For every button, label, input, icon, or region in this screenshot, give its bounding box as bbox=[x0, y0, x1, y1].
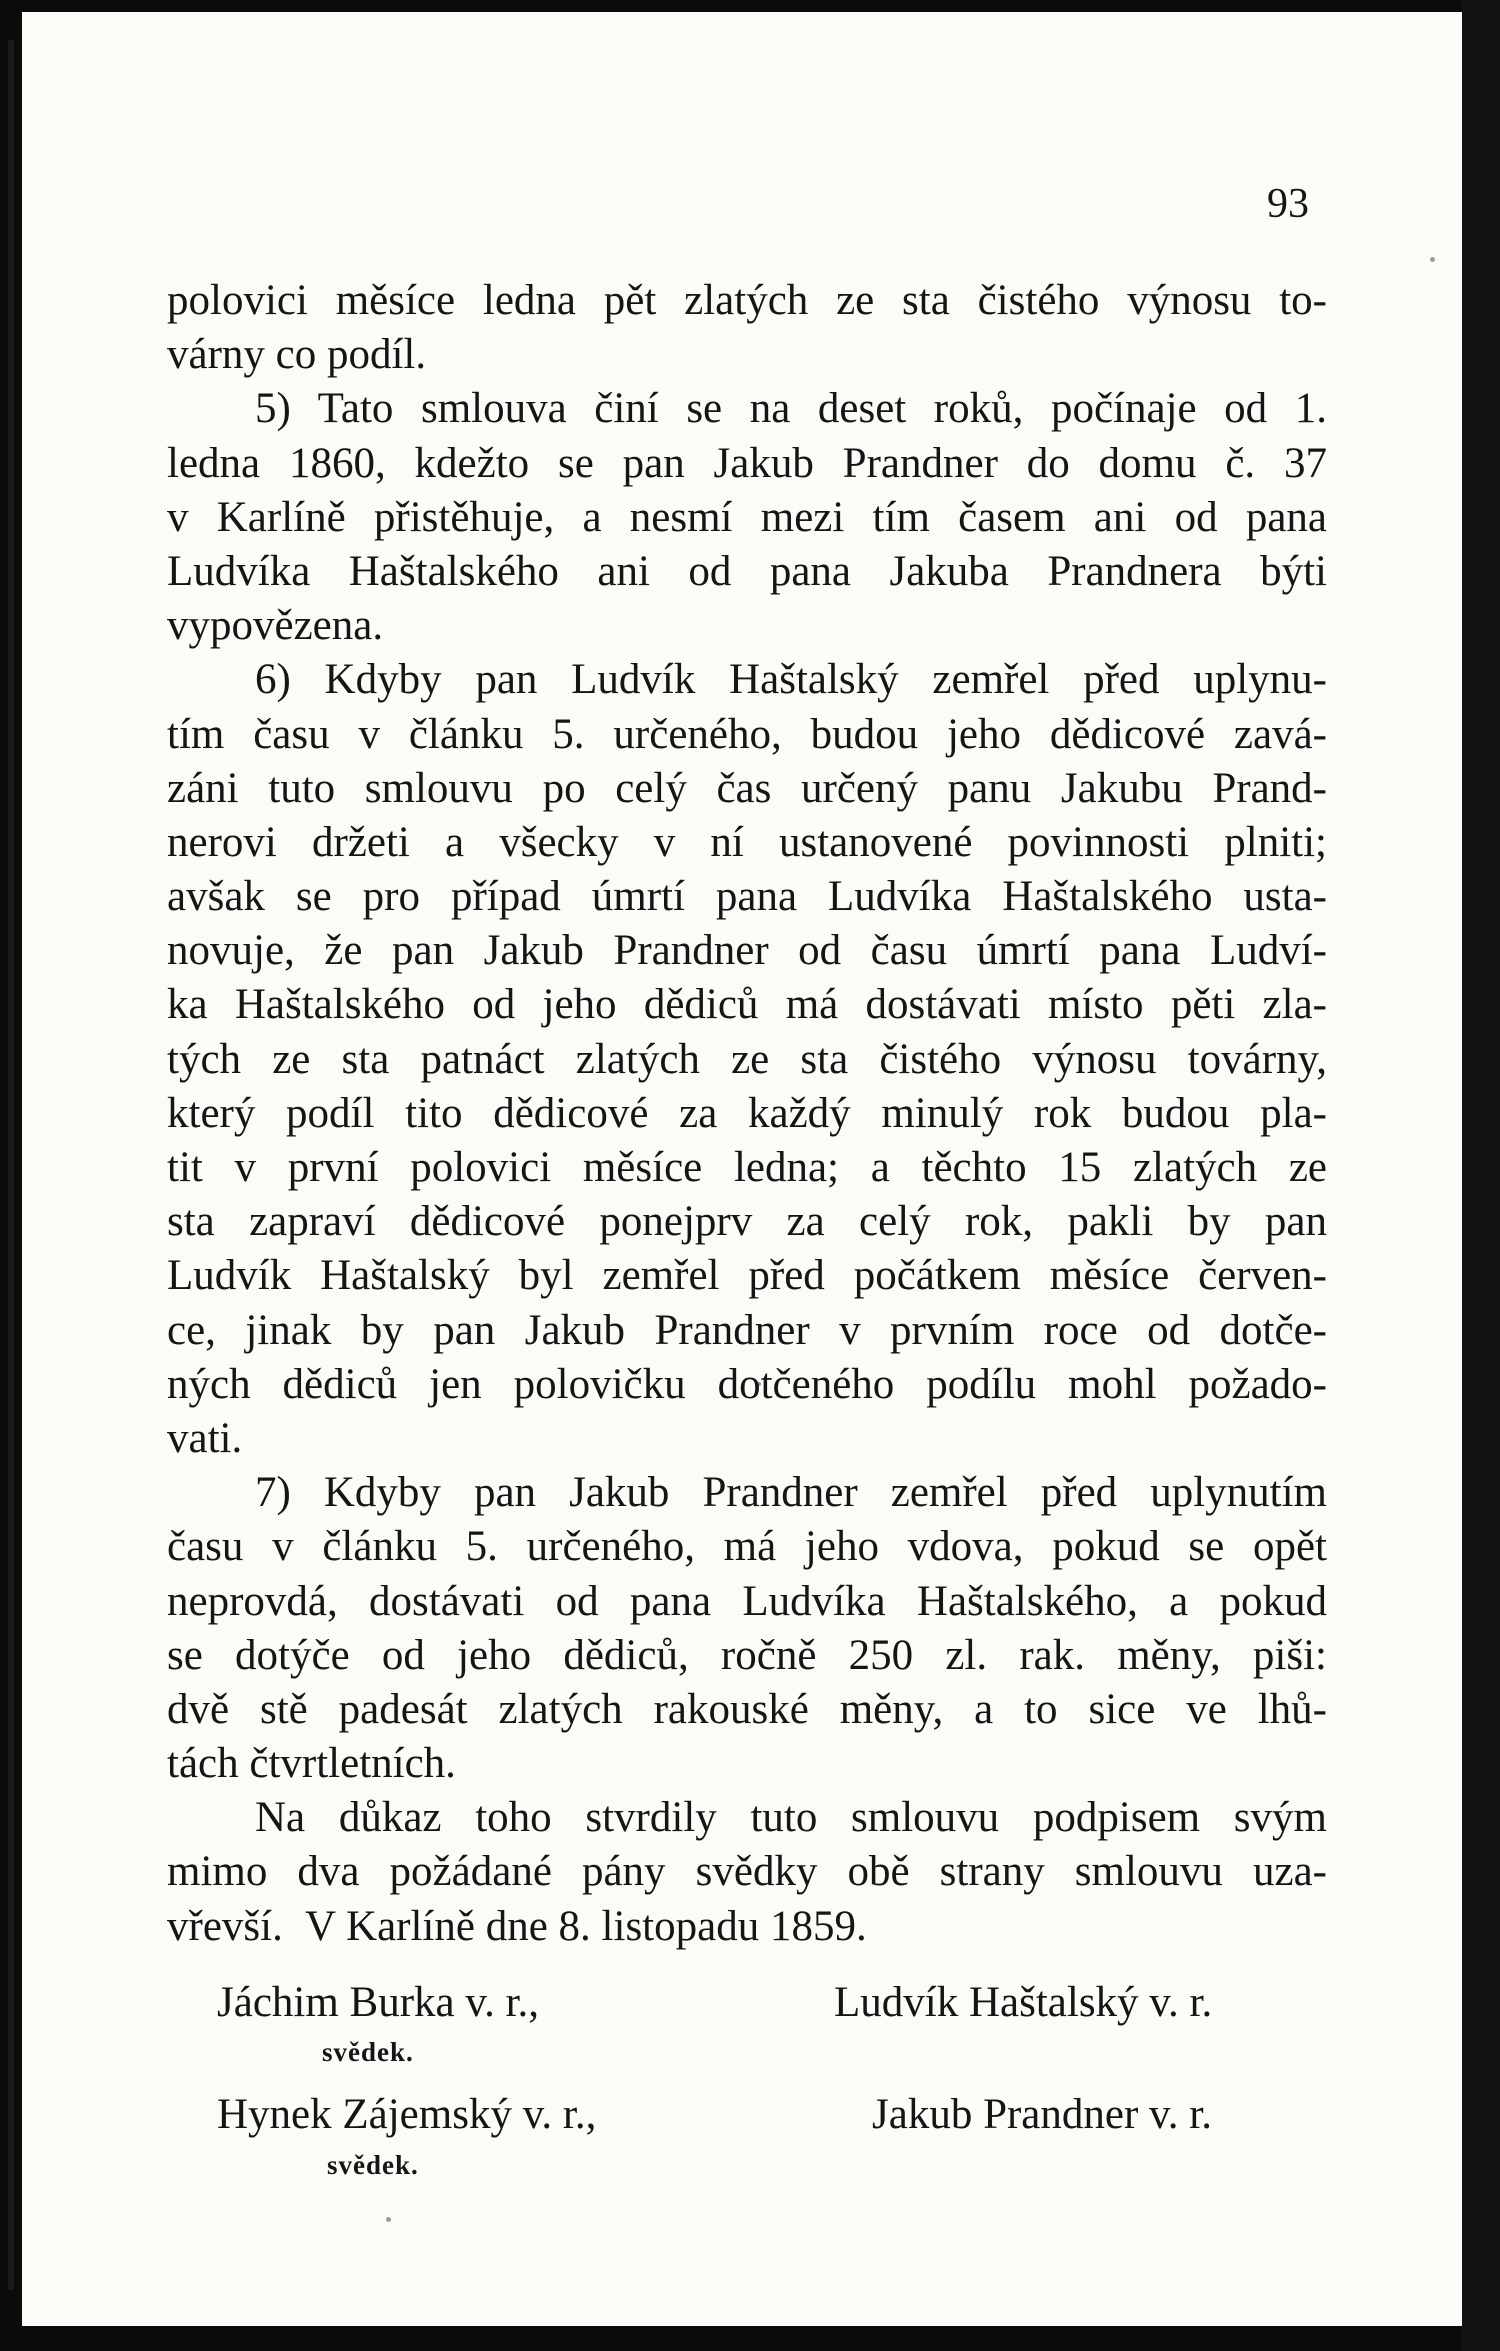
text-line: 5) Tato smlouva činí se na deset roků, počínaje od 1. bbox=[255, 385, 1327, 433]
text-line: záni tuto smlouvu po celý čas určený panu Jakubu Prand- bbox=[167, 764, 1327, 812]
text-line: novuje, že pan Jakub Prandner od času úmrtí pana Ludví- bbox=[167, 927, 1327, 975]
text-line: tách čtvrtletních. bbox=[167, 1740, 456, 1788]
text-line: polovici měsíce ledna pět zlatých ze sta čistého výnosu to- bbox=[167, 277, 1327, 324]
witness-signature-2: Hynek Zájemský v. r., bbox=[217, 2091, 597, 2138]
text-line: 6) Kdyby pan Ludvík Haštalský zemřel před uplynu- bbox=[255, 656, 1327, 704]
text-line: Ludvíka Haštalského ani od pana Jakuba Prandnera býti bbox=[167, 547, 1327, 595]
text-line: ných dědiců jen polovičku dotčeného podílu mohl požado- bbox=[167, 1360, 1327, 1408]
text-line: času v článku 5. určeného, má jeho vdova, pokud se opět bbox=[167, 1523, 1327, 1571]
book-page bbox=[22, 12, 1462, 2326]
binding-shadow bbox=[8, 40, 14, 2290]
text-line: avšak se pro případ úmrtí pana Ludvíka Haštalského usta- bbox=[167, 873, 1327, 921]
scan-edge-right bbox=[1462, 0, 1500, 2351]
text-line: ledna 1860, kdežto se pan Jakub Prandner do domu č. 37 bbox=[167, 439, 1327, 487]
text-line: 7) Kdyby pan Jakub Prandner zemřel před uplynutím bbox=[255, 1469, 1327, 1517]
text-line: se dotýče od jeho dědiců, ročně 250 zl. rak. měny, piši: bbox=[167, 1631, 1327, 1679]
party-signature-2: Jakub Prandner v. r. bbox=[872, 2091, 1212, 2138]
text-line: várny co podíl. bbox=[167, 331, 427, 379]
page-number: 93 bbox=[1267, 181, 1309, 227]
text-line: tých ze sta patnáct zlatých ze sta čistého výnosu továrny, bbox=[167, 1035, 1327, 1083]
witness-role-1: svědek. bbox=[322, 2037, 414, 2067]
witness-signature-1: Jáchim Burka v. r., bbox=[217, 1979, 540, 2026]
place-date-line: V Karlíně dne 8. listopadu 1859. bbox=[305, 1903, 867, 1950]
paper-speck bbox=[1430, 257, 1435, 262]
paper-speck bbox=[386, 2217, 391, 2222]
text-line: Ludvík Haštalský byl zemřel před počátkem měsíce červen- bbox=[167, 1252, 1327, 1300]
text-line: v Karlíně přistěhuje, a nesmí mezi tím časem ani od pana bbox=[167, 493, 1327, 541]
text-line: vati. bbox=[167, 1414, 243, 1462]
text-line: vypovězena. bbox=[167, 602, 384, 650]
text-line: nerovi držeti a všecky v ní ustanovené povinnosti plniti; bbox=[167, 818, 1327, 866]
text-line: vřevší. bbox=[167, 1902, 283, 1950]
text-line: ka Haštalského od jeho dědiců má dostávati místo pěti zla- bbox=[167, 981, 1327, 1029]
text-line: ce, jinak by pan Jakub Prandner v prvním roce od dotče- bbox=[167, 1306, 1327, 1354]
party-signature-1: Ludvík Haštalský v. r. bbox=[834, 1979, 1213, 2026]
text-line: tím času v článku 5. určeného, budou jeho dědicové zavá- bbox=[167, 710, 1327, 758]
text-line: tit v první polovici měsíce ledna; a těchto 15 zlatých ze bbox=[167, 1144, 1327, 1191]
body-text bbox=[167, 274, 1327, 1954]
text-line: sta zapraví dědicové ponejprv za celý rok, pakli by pan bbox=[167, 1198, 1327, 1246]
text-line: který podíl tito dědicové za každý minulý rok budou pla- bbox=[167, 1089, 1327, 1137]
text-line: neprovdá, dostávati od pana Ludvíka Haštalského, a pokud bbox=[167, 1577, 1327, 1625]
text-line: dvě stě padesát zlatých rakouské měny, a to sice ve lhů- bbox=[167, 1685, 1327, 1733]
witness-role-2: svědek. bbox=[327, 2150, 419, 2180]
text-line: mimo dva požádané pány svědky obě strany smlouvu uza- bbox=[167, 1848, 1327, 1896]
text-line: Na důkaz toho stvrdily tuto smlouvu podpisem svým bbox=[255, 1794, 1327, 1842]
